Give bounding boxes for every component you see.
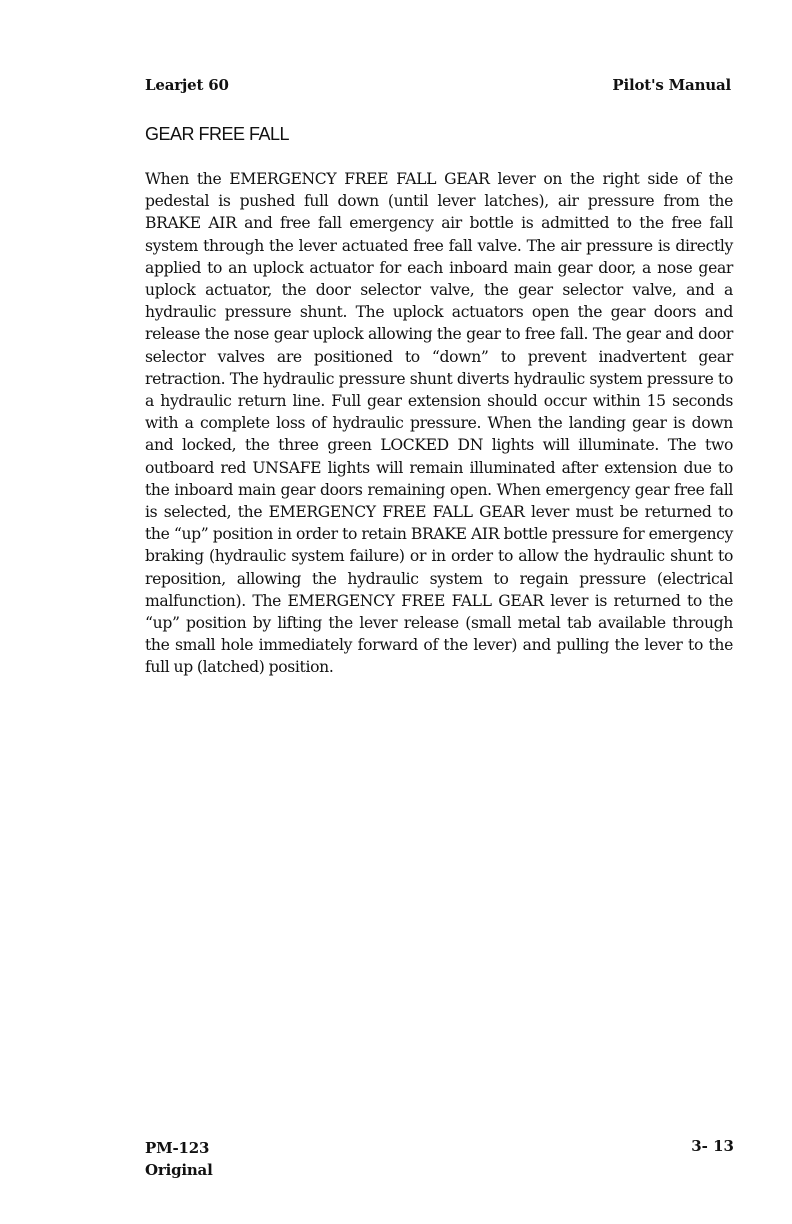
footer-doc-number: PM-123 bbox=[145, 1139, 210, 1157]
header-manual-title: Pilot's Manual bbox=[612, 76, 731, 94]
section-body-paragraph: When the EMERGENCY FREE FALL GEAR lever on the right side of the pedestal is pushed full down (until lever latches), air pressure from the BRAKE AIR and free fall emergency air bottle is admitted to the free fall system through the lever actuated free fall valve. The air pressure is directly applied to an uplock actuator for each inboard main gear door, a nose gear uplock actuator, the door selector valve, the gear selector valve, and a hydraulic pressure shunt. The uplock actuators open the gear doors and release the nose gear uplock allowing the gear to free fall. The gear and door selector valves are positioned to “down” to prevent inadvertent gear retraction. The hydraulic pressure shunt diverts hydraulic system pressure to a hydraulic return line. Full gear extension should occur within 15 seconds with a complete loss of hydraulic pressure. When the landing gear is down and locked, the three green LOCKED DN lights will illuminate. The two outboard red UNSAFE lights will remain illuminated after extension due to the inboard main gear doors remaining open. When emergency gear free fall is selected, the EMERGENCY FREE FALL GEAR lever must be returned to the “up” position in order to retain BRAKE AIR bottle pressure for emergency braking (hydraulic system failure) or in order to allow the hydraulic shunt to reposition, allowing the hydraulic system to regain pressure (electrical malfunction). The EMERGENCY FREE FALL GEAR lever is returned to the “up” position by lifting the lever release (small metal tab available through the small hole immediately forward of the lever) and pulling the lever to the full up (latched) position. bbox=[145, 170, 733, 677]
footer-document-info bbox=[145, 1137, 213, 1181]
footer-page-number: 3- 13 bbox=[691, 1137, 734, 1155]
header-aircraft-name: Learjet 60 bbox=[145, 76, 229, 94]
footer-revision: Original bbox=[145, 1161, 213, 1179]
section-title: GEAR FREE FALL bbox=[145, 124, 290, 144]
